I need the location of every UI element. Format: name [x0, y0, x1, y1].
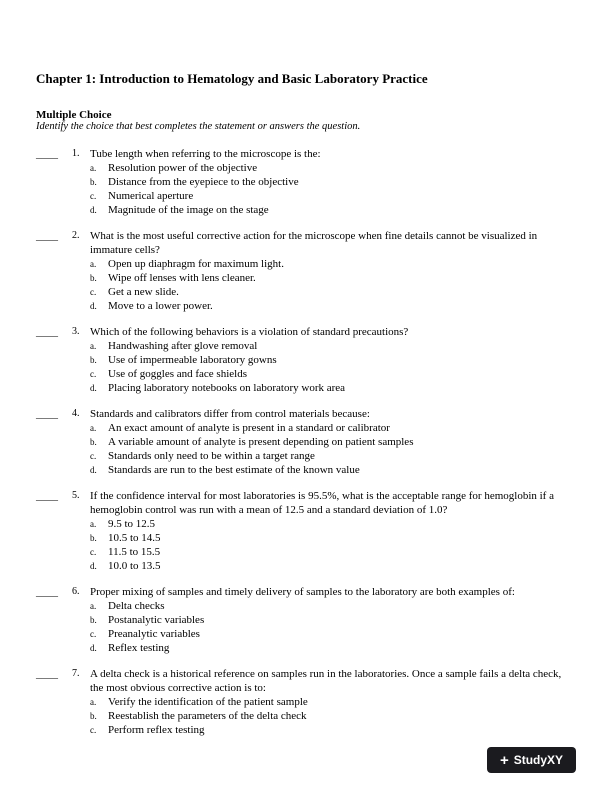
- answer-option: [0, 175, 612, 189]
- question-item: [0, 489, 612, 573]
- answer-option: [0, 463, 612, 477]
- option-letter: d.: [90, 561, 97, 571]
- answer-blank[interactable]: ____: [36, 326, 58, 338]
- question-item: [0, 325, 612, 395]
- answer-option: [0, 613, 612, 627]
- option-letter: c.: [90, 629, 97, 639]
- answer-option: [0, 709, 612, 723]
- option-text: 9.5 to 12.5: [108, 518, 156, 530]
- answer-blank[interactable]: ____: [36, 668, 58, 680]
- answer-option: [0, 339, 612, 353]
- option-letter: c.: [90, 451, 97, 461]
- question-number: 3.: [72, 326, 80, 337]
- option-letter: b.: [90, 355, 97, 365]
- option-text: A variable amount of analyte is present depending on patient samples: [108, 436, 414, 448]
- option-letter: d.: [90, 643, 97, 653]
- option-text: Get a new slide.: [108, 286, 179, 298]
- answer-option: [0, 203, 612, 217]
- question-list: [0, 147, 612, 749]
- option-text: Verify the identification of the patient sample: [108, 696, 308, 708]
- option-text: Wipe off lenses with lens cleaner.: [108, 272, 256, 284]
- option-text: Perform reflex testing: [108, 724, 205, 736]
- option-letter: b.: [90, 533, 97, 543]
- answer-option: [0, 641, 612, 655]
- question-text: Which of the following behaviors is a violation of standard precautions?: [90, 326, 409, 338]
- plus-icon: +: [499, 751, 509, 769]
- question-item: [0, 667, 612, 737]
- answer-option: [0, 627, 612, 641]
- instructions: Identify the choice that best completes the statement or answers the question.: [36, 121, 361, 132]
- option-text: 11.5 to 15.5: [108, 546, 161, 558]
- option-text: Reflex testing: [108, 642, 170, 654]
- answer-option: [0, 449, 612, 463]
- option-text: Distance from the eyepiece to the objective: [108, 176, 299, 188]
- question-item: [0, 229, 612, 313]
- option-letter: a.: [90, 519, 97, 529]
- answer-option: [0, 559, 612, 573]
- question-number: 4.: [72, 408, 80, 419]
- answer-option: [0, 189, 612, 203]
- answer-option: [0, 161, 612, 175]
- option-letter: d.: [90, 301, 97, 311]
- answer-option: [0, 723, 612, 737]
- option-text: Delta checks: [108, 600, 165, 612]
- option-letter: c.: [90, 191, 97, 201]
- answer-blank[interactable]: ____: [36, 490, 58, 502]
- option-text: 10.0 to 13.5: [108, 560, 161, 572]
- answer-option: [0, 421, 612, 435]
- answer-option: [0, 695, 612, 709]
- option-letter: a.: [90, 341, 97, 351]
- option-letter: b.: [90, 615, 97, 625]
- option-letter: a.: [90, 163, 97, 173]
- answer-option: [0, 299, 612, 313]
- question-number: 5.: [72, 490, 80, 501]
- option-letter: c.: [90, 287, 97, 297]
- option-text: Move to a lower power.: [108, 300, 213, 312]
- answer-option: [0, 545, 612, 559]
- option-letter: a.: [90, 423, 97, 433]
- answer-option: [0, 367, 612, 381]
- answer-option: [0, 531, 612, 545]
- studyxy-label: StudyXY: [513, 753, 564, 767]
- option-text: 10.5 to 14.5: [108, 532, 161, 544]
- option-text: Magnitude of the image on the stage: [108, 204, 269, 216]
- option-text: An exact amount of analyte is present in a standard or calibrator: [108, 422, 390, 434]
- option-letter: b.: [90, 711, 97, 721]
- answer-option: [0, 517, 612, 531]
- answer-option: [0, 381, 612, 395]
- option-text: Standards only need to be within a target range: [108, 450, 315, 462]
- answer-option: [0, 271, 612, 285]
- question-item: [0, 147, 612, 217]
- option-letter: b.: [90, 437, 97, 447]
- question-text: If the confidence interval for most laboratories is 95.5%, what is the acceptable range for hemoglobin if a hemoglobin control was run with a mean of 12.5 and a standard deviation of 1.0?: [90, 490, 554, 516]
- question-text: What is the most useful corrective action for the microscope when fine details cannot be visualized in immature cells?: [90, 230, 538, 256]
- option-text: Use of goggles and face shields: [108, 368, 247, 380]
- answer-blank[interactable]: ____: [36, 148, 58, 160]
- option-letter: b.: [90, 273, 97, 283]
- question-item: [0, 407, 612, 477]
- section-title: Multiple Choice: [36, 109, 112, 121]
- option-letter: d.: [90, 465, 97, 475]
- answer-option: [0, 285, 612, 299]
- studyxy-watermark: [487, 747, 576, 773]
- option-text: Reestablish the parameters of the delta check: [108, 710, 307, 722]
- question-number: 1.: [72, 148, 80, 159]
- chapter-title: Chapter 1: Introduction to Hematology and Basic Laboratory Practice: [36, 71, 428, 86]
- option-letter: a.: [90, 601, 97, 611]
- question-text: Tube length when referring to the microscope is the:: [90, 148, 321, 160]
- question-number: 7.: [72, 668, 80, 679]
- answer-option: [0, 257, 612, 271]
- option-letter: c.: [90, 725, 97, 735]
- answer-blank[interactable]: ____: [36, 230, 58, 242]
- option-letter: d.: [90, 383, 97, 393]
- option-text: Preanalytic variables: [108, 628, 200, 640]
- answer-blank[interactable]: ____: [36, 408, 58, 420]
- question-item: [0, 585, 612, 655]
- question-number: 6.: [72, 586, 80, 597]
- question-number: 2.: [72, 230, 80, 241]
- option-text: Open up diaphragm for maximum light.: [108, 258, 284, 270]
- option-letter: c.: [90, 547, 97, 557]
- answer-option: [0, 435, 612, 449]
- question-text: A delta check is a historical reference on samples run in the laboratories. Once a sample fails a delta check, the most obvious corrective action is to:: [90, 668, 562, 694]
- option-text: Placing laboratory notebooks on laboratory work area: [108, 382, 346, 394]
- option-letter: a.: [90, 259, 97, 269]
- answer-option: [0, 353, 612, 367]
- question-text: Standards and calibrators differ from control materials because:: [90, 408, 370, 420]
- option-letter: b.: [90, 177, 97, 187]
- option-letter: a.: [90, 697, 97, 707]
- option-text: Numerical aperture: [108, 190, 194, 202]
- option-letter: c.: [90, 369, 97, 379]
- option-letter: d.: [90, 205, 97, 215]
- question-text: Proper mixing of samples and timely delivery of samples to the laboratory are both examples of:: [90, 586, 515, 598]
- option-text: Postanalytic variables: [108, 614, 205, 626]
- option-text: Standards are run to the best estimate of the known value: [108, 464, 360, 476]
- option-text: Resolution power of the objective: [108, 162, 258, 174]
- option-text: Handwashing after glove removal: [108, 340, 258, 352]
- answer-option: [0, 599, 612, 613]
- option-text: Use of impermeable laboratory gowns: [108, 354, 277, 366]
- answer-blank[interactable]: ____: [36, 586, 58, 598]
